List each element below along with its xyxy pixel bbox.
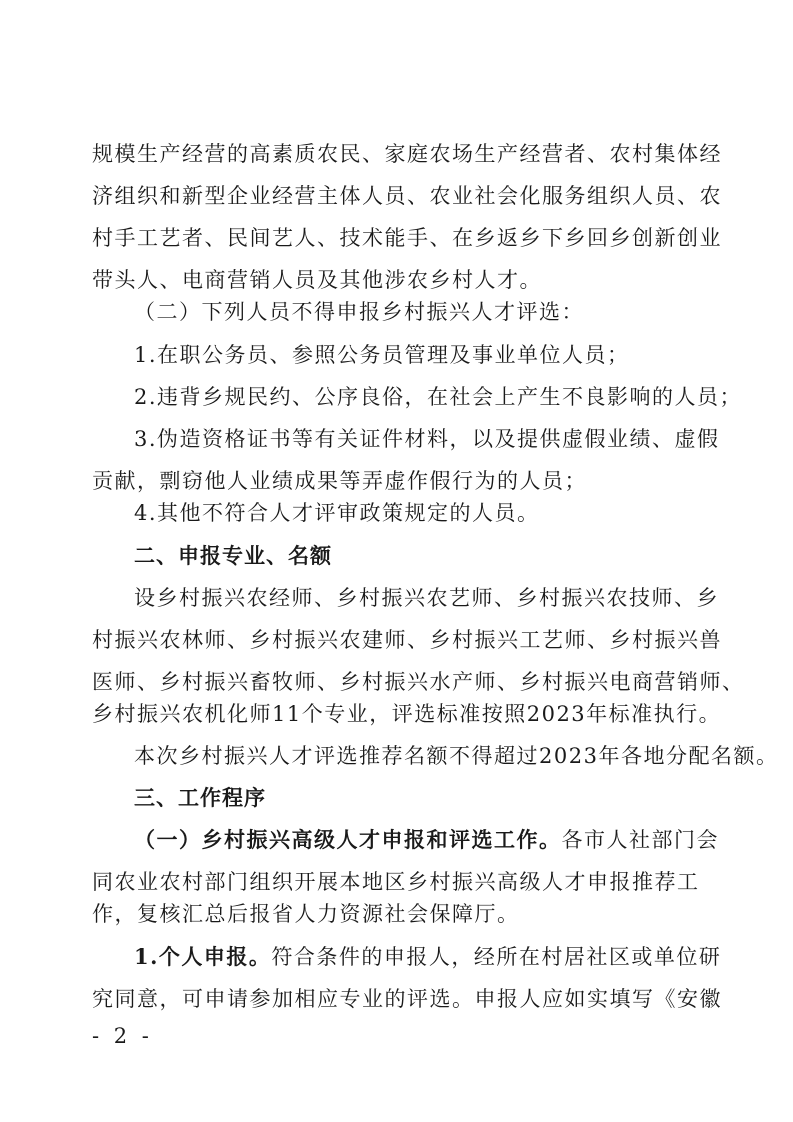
body-line: 济组织和新型企业经营主体人员、农业社会化服务组织人员、农 [92, 184, 722, 208]
body-line: 村振兴农林师、乡村振兴农建师、乡村振兴工艺师、乡村振兴兽 [92, 628, 722, 652]
body-line: 同农业农村部门组织开展本地区乡村振兴高级人才申报推荐工 [92, 870, 700, 894]
section-heading: 三、工作程序 [134, 786, 266, 810]
body-line [134, 826, 719, 854]
list-item: 2.违背乡规民约、公序良俗，在社会上产生不良影响的人员； [134, 385, 743, 409]
body-line: 作，复核汇总后报省人力资源社会保障厅。 [92, 902, 520, 926]
body-line: 带头人、电商营销人员及其他涉农乡村人才。 [92, 268, 542, 292]
body-line: 贡献，剽窃他人业绩成果等弄虚作假行为的人员； [92, 469, 587, 493]
body-line: 规模生产经营的高素质农民、家庭农场生产经营者、农村集体经 [92, 142, 722, 166]
body-line: 医师、乡村振兴畜牧师、乡村振兴水产师、乡村振兴电商营销师、 [92, 670, 745, 694]
subsection-heading: （二）下列人员不得申报乡村振兴人才评选： [134, 300, 584, 324]
body-line: 乡村振兴农机化师11个专业，评选标准按照2023年标准执行。 [92, 702, 722, 726]
list-item: 4.其他不符合人才评审政策规定的人员。 [134, 501, 540, 525]
list-item: 3.伪造资格证书等有关证件材料，以及提供虚假业绩、虚假 [134, 427, 720, 451]
list-item: 1.在职公务员、参照公务员管理及事业单位人员； [134, 343, 630, 367]
body-text: 符合条件的申报人，经所在村居社区或单位研 [271, 945, 722, 969]
subsection-lead: （一）乡村振兴高级人才申报和评选工作。 [134, 827, 562, 852]
section-heading: 二、申报专业、名额 [134, 544, 332, 568]
item-lead: 1.个人申报。 [134, 944, 272, 969]
body-line [134, 943, 722, 971]
body-text: 各市人社部门会 [561, 828, 719, 852]
body-line: 本次乡村振兴人才评选推荐名额不得超过2023年各地分配名额。 [134, 744, 779, 768]
body-line: 设乡村振兴农经师、乡村振兴农艺师、乡村振兴农技师、乡 [134, 586, 719, 610]
page-number: - 2 - [92, 1024, 153, 1048]
body-line: 村手工艺者、民间艺人、技术能手、在乡返乡下乡回乡创新创业 [92, 226, 722, 250]
body-line: 究同意，可申请参加相应专业的评选。申报人应如实填写《安徽 [92, 987, 722, 1011]
